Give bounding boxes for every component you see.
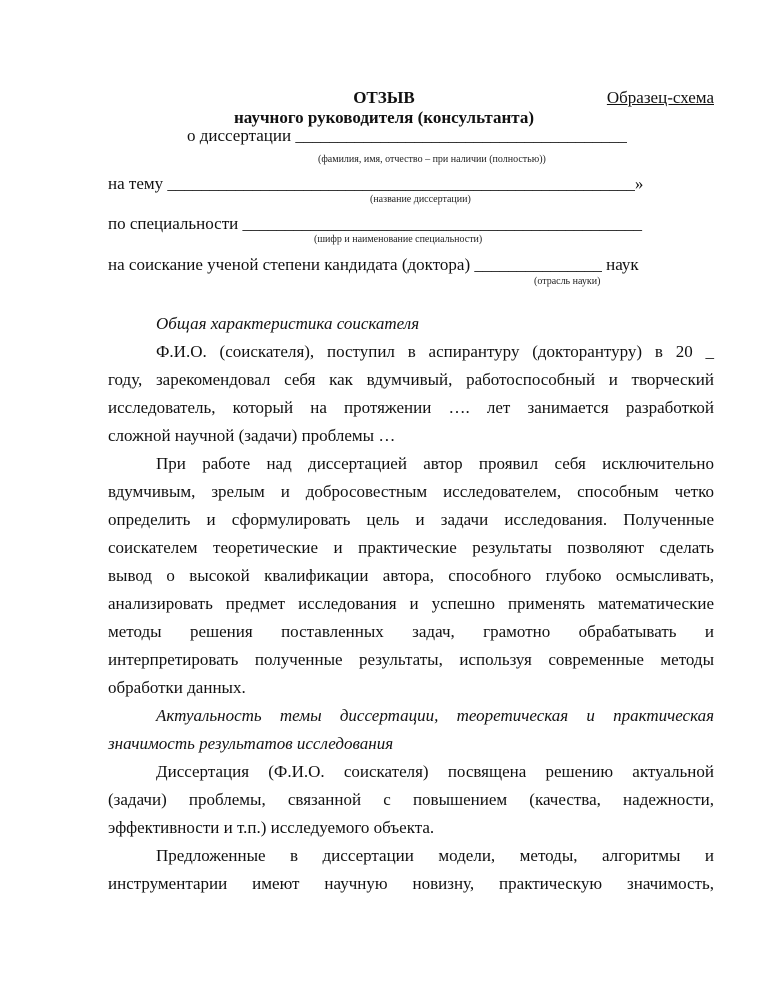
specialty-hint: (шифр и наименование специальности) [314,234,483,245]
section-heading-characteristics: Общая характеристика соискателя [156,314,420,333]
paragraph-line: году, зарекомендовал себя как вдумчивый, работоспособный и творческий [108,370,714,389]
paragraph-line: исследователь, который на протяжении …. лет занимается разработкой [108,398,714,417]
document-body [108,310,714,898]
section-heading-relevance [108,702,714,758]
paragraph-line: вдумчивым, зрелым и добросовестным исследователем, способным четко [108,482,714,501]
paragraph-line: Диссертация (Ф.И.О. соискателя) посвящена решению актуальной [156,762,714,781]
degree-hint: (отрасль науки) [534,276,601,287]
document-subtitle: научного руководителя (консультанта) [234,108,534,127]
degree-line: на соискание ученой степени кандидата (доктора) _______________ наук [108,255,639,274]
paragraph-line: инструментарии имеют научную новизну, практическую значимость, [108,874,714,893]
paragraph-line: обработки данных. [108,678,246,697]
paragraph-line: сложной научной (задачи) проблемы … [108,426,396,445]
paragraph-line: методы решения поставленных задач, грамотно обрабатывать и [108,622,714,641]
topic-hint: (название диссертации) [370,194,471,205]
paragraph-line: При работе над диссертацией автор проявил себя исключительно [156,454,714,473]
paragraph-line: определить и сформулировать цель и задачи исследования. Полученные [108,510,714,529]
specialty-line: по специальности _______________________________________________ [108,214,643,233]
dissertation-line: о диссертации _______________________________________ [187,126,627,145]
sample-label: Образец-схема [606,88,714,107]
paragraph-line: Предложенные в диссертации модели, методы, алгоритмы и [156,846,714,865]
paragraph-line: эффективности и т.п.) исследуемого объекта. [108,818,435,837]
paragraph-line: соискателем теоретические и практические результаты позволяют сделать [108,538,714,557]
paragraph-line: вывод о высокой квалификации автора, способного глубоко осмысливать, [108,566,714,585]
heading-line: Актуальность темы диссертации, теоретическая и практическая [156,706,714,725]
document-title: ОТЗЫВ [353,88,415,107]
topic-line: на тему _______________________________________________________» [108,174,644,193]
heading-line: значимость результатов исследования [108,734,394,753]
paragraph-line: (задачи) проблемы, связанной с повышением (качества, надежности, [108,790,714,809]
dissertation-hint: (фамилия, имя, отчество – при наличии (полностью)) [318,154,546,165]
paragraph-line: интерпретировать полученные результаты, используя современные методы [108,650,714,669]
paragraph-work [108,450,714,702]
paragraph-candidate [108,338,714,450]
paragraph-dissertation [108,758,714,842]
paragraph-line: Ф.И.О. (соискателя), поступил в аспирантуру (докторантуру) в 20 _ [156,342,714,361]
paragraph-line: анализировать предмет исследования и успешно применять математические [108,594,714,613]
paragraph-novelty [108,842,714,898]
